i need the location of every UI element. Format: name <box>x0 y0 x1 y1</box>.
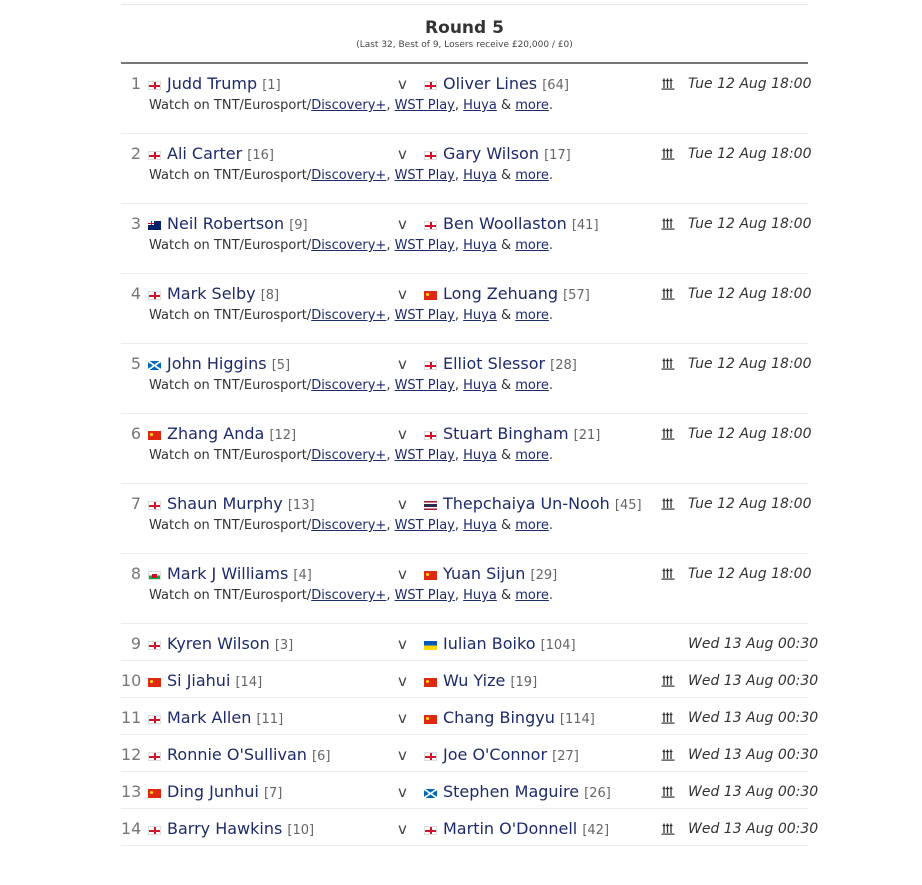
more-link[interactable]: more <box>515 588 549 603</box>
match-time: Wed 13 Aug 00:30 <box>688 784 819 800</box>
match-row <box>121 772 819 808</box>
ampersand: & <box>496 588 516 603</box>
player-1-seed: [8] <box>260 288 280 303</box>
comma: , <box>454 588 464 603</box>
player-1 <box>148 424 296 446</box>
player-2 <box>424 354 577 376</box>
comma: , <box>454 448 464 463</box>
player-1-name[interactable]: Ronnie O'Sullivan <box>167 745 307 764</box>
player-1-name[interactable]: Neil Robertson <box>167 214 285 233</box>
watch-prefix: Watch on TNT/Eurosport/ <box>149 238 312 253</box>
match-row <box>121 735 819 771</box>
comma: , <box>386 448 395 463</box>
tv-icon <box>661 822 675 835</box>
player-1-seed: [6] <box>311 749 331 764</box>
comma: , <box>386 168 395 183</box>
player-2-name[interactable]: Ben Woollaston <box>443 214 567 233</box>
more-link[interactable]: more <box>515 238 549 253</box>
wst-play-link[interactable]: WST Play <box>394 98 455 113</box>
comma: , <box>386 378 395 393</box>
discovery-link[interactable]: Discovery+ <box>311 378 387 393</box>
player-2-name[interactable]: Iulian Boiko <box>443 634 536 653</box>
wst-play-link[interactable]: WST Play <box>394 378 455 393</box>
player-2-name[interactable]: Oliver Lines <box>443 74 538 93</box>
tv-icon <box>661 674 675 687</box>
versus-label: v <box>398 820 407 838</box>
comma: , <box>454 238 464 253</box>
player-1 <box>148 745 330 767</box>
player-1 <box>148 284 279 306</box>
player-2-name[interactable]: Stuart Bingham <box>443 424 569 443</box>
player-1-seed: [16] <box>247 148 274 163</box>
player-1 <box>148 354 290 376</box>
player-1-name[interactable]: Shaun Murphy <box>167 494 283 513</box>
flag-eng-icon <box>148 826 161 835</box>
player-1 <box>148 819 314 841</box>
watch-prefix: Watch on TNT/Eurosport/ <box>149 378 312 393</box>
flag-eng-icon <box>424 221 437 230</box>
watch-prefix: Watch on TNT/Eurosport/ <box>149 98 312 113</box>
player-2-seed: [21] <box>573 428 601 443</box>
player-2 <box>424 708 595 730</box>
player-1-name[interactable]: Barry Hawkins <box>167 819 283 838</box>
match <box>121 735 819 772</box>
player-2-seed: [26] <box>584 786 611 801</box>
more-link[interactable]: more <box>515 448 549 463</box>
flag-eng-icon <box>148 501 161 510</box>
versus-label: v <box>398 215 407 233</box>
match-time: Wed 13 Aug 00:30 <box>688 673 819 689</box>
ampersand: & <box>496 448 516 463</box>
watch-prefix: Watch on TNT/Eurosport/ <box>149 518 312 533</box>
match-row <box>121 484 812 516</box>
player-1 <box>148 634 293 656</box>
player-2 <box>424 634 576 656</box>
player-2-name[interactable]: Long Zehuang <box>443 284 558 303</box>
wst-play-link[interactable]: WST Play <box>394 168 455 183</box>
match <box>121 809 819 846</box>
discovery-link[interactable]: Discovery+ <box>311 308 387 323</box>
player-2 <box>424 144 571 166</box>
player-2 <box>424 671 537 693</box>
player-1-name[interactable]: Mark Selby <box>167 284 256 303</box>
watch-line <box>121 96 808 133</box>
player-2 <box>424 214 599 236</box>
versus-label: v <box>398 75 407 93</box>
match <box>121 204 812 274</box>
player-1-name[interactable]: Si Jiahui <box>167 671 231 690</box>
wst-play-link[interactable]: WST Play <box>394 308 455 323</box>
player-2 <box>424 284 590 306</box>
ampersand: & <box>496 238 516 253</box>
flag-chn-icon <box>148 789 161 798</box>
match-row <box>121 64 812 96</box>
flag-eng-icon <box>424 151 437 160</box>
match-number: 14 <box>121 819 142 838</box>
player-1 <box>148 74 281 96</box>
player-1-name[interactable]: Mark J Williams <box>167 564 289 583</box>
flag-eng-icon <box>424 81 437 90</box>
tv-icon <box>661 748 675 761</box>
comma: , <box>454 98 464 113</box>
match-time: Wed 13 Aug 00:30 <box>688 636 819 652</box>
flag-chn-icon <box>424 715 437 724</box>
player-2-name[interactable]: Martin O'Donnell <box>443 819 578 838</box>
match-time: Tue 12 Aug 18:00 <box>688 426 812 442</box>
player-2 <box>424 564 557 586</box>
watch-prefix: Watch on TNT/Eurosport/ <box>149 588 312 603</box>
flag-eng-icon <box>424 752 437 761</box>
match <box>121 484 812 554</box>
match-number: 5 <box>130 354 141 373</box>
huya-link[interactable]: Huya <box>463 168 497 183</box>
discovery-link[interactable]: Discovery+ <box>311 518 387 533</box>
match-row <box>121 274 812 306</box>
match-row <box>121 661 819 697</box>
match-number: 6 <box>130 424 141 443</box>
watch-line <box>121 446 808 483</box>
tv-icon <box>661 287 675 300</box>
flag-wal-icon <box>148 571 161 580</box>
versus-label: v <box>398 635 407 653</box>
player-2-name[interactable]: Chang Bingyu <box>443 708 555 727</box>
match-row <box>121 698 819 734</box>
player-2-seed: [45] <box>614 498 642 513</box>
player-1-name[interactable]: Ding Junhui <box>167 782 259 801</box>
match-row <box>121 624 819 660</box>
tv-icon <box>661 785 675 798</box>
player-1 <box>148 708 283 730</box>
tv-icon <box>661 77 675 90</box>
watch-line <box>121 376 808 413</box>
match <box>121 414 812 484</box>
flag-eng-icon <box>148 151 161 160</box>
player-2-seed: [42] <box>582 823 610 838</box>
tv-icon <box>661 711 675 724</box>
match <box>121 134 812 204</box>
versus-label: v <box>398 565 407 583</box>
player-2-name[interactable]: Wu Yize <box>443 671 506 690</box>
player-1-name[interactable]: John Higgins <box>167 354 267 373</box>
huya-link[interactable]: Huya <box>463 308 497 323</box>
player-1 <box>148 494 315 516</box>
watch-line <box>121 236 808 273</box>
match <box>121 772 819 809</box>
player-2-seed: [29] <box>530 568 558 583</box>
player-1 <box>148 144 274 166</box>
ampersand: & <box>496 308 516 323</box>
huya-link[interactable]: Huya <box>463 448 497 463</box>
player-2-name[interactable]: Yuan Sijun <box>443 564 526 583</box>
huya-link[interactable]: Huya <box>463 378 497 393</box>
match-time: Wed 13 Aug 00:30 <box>688 710 819 726</box>
flag-sco-icon <box>148 361 161 370</box>
player-1-seed: [11] <box>256 712 284 727</box>
flag-eng-icon <box>148 641 161 650</box>
period: . <box>548 448 554 463</box>
player-2 <box>424 424 600 446</box>
flag-sco-icon <box>424 789 437 798</box>
player-2-seed: [17] <box>544 148 571 163</box>
player-2-seed: [27] <box>552 749 579 764</box>
watch-prefix: Watch on TNT/Eurosport/ <box>149 448 312 463</box>
comma: , <box>386 588 395 603</box>
match-number: 4 <box>130 284 141 303</box>
huya-link[interactable]: Huya <box>463 518 497 533</box>
flag-eng-icon <box>424 361 437 370</box>
versus-label: v <box>398 425 407 443</box>
tv-icon <box>661 427 675 440</box>
match-number: 12 <box>121 745 142 764</box>
player-1-seed: [7] <box>263 786 283 801</box>
flag-chn-icon <box>148 678 161 687</box>
match-number: 3 <box>130 214 141 233</box>
tv-icon <box>661 357 675 370</box>
player-1 <box>148 671 262 693</box>
comma: , <box>386 238 395 253</box>
flag-tha-icon <box>424 501 437 510</box>
player-2 <box>424 782 611 804</box>
player-2 <box>424 74 569 96</box>
player-1-seed: [1] <box>262 78 281 93</box>
player-2 <box>424 819 609 841</box>
wst-play-link[interactable]: WST Play <box>394 518 455 533</box>
comma: , <box>386 518 395 533</box>
match-time: Tue 12 Aug 18:00 <box>688 76 812 92</box>
match <box>121 344 812 414</box>
versus-label: v <box>398 709 407 727</box>
match-time: Tue 12 Aug 18:00 <box>688 146 812 162</box>
match-row <box>121 414 812 446</box>
player-2-seed: [28] <box>550 358 577 373</box>
more-link[interactable]: more <box>515 168 549 183</box>
player-1-seed: [13] <box>287 498 315 513</box>
player-1-seed: [4] <box>293 568 312 583</box>
tv-icon <box>661 567 675 580</box>
match-time: Tue 12 Aug 18:00 <box>688 356 812 372</box>
watch-line <box>121 166 808 203</box>
discovery-link[interactable]: Discovery+ <box>311 238 387 253</box>
flag-ukr-icon <box>424 641 437 650</box>
more-link[interactable]: more <box>515 308 549 323</box>
flag-chn-icon <box>424 291 437 300</box>
player-1-seed: [12] <box>269 428 297 443</box>
huya-link[interactable]: Huya <box>463 588 497 603</box>
watch-prefix: Watch on TNT/Eurosport/ <box>149 308 312 323</box>
versus-label: v <box>398 783 407 801</box>
match-row <box>121 134 812 166</box>
match-list <box>121 64 819 846</box>
match-row <box>121 344 812 376</box>
comma: , <box>386 98 395 113</box>
match-time: Tue 12 Aug 18:00 <box>688 566 812 582</box>
round-header <box>121 5 808 64</box>
versus-label: v <box>398 145 407 163</box>
versus-label: v <box>398 355 407 373</box>
tv-icon <box>661 497 675 510</box>
player-1 <box>148 214 308 236</box>
discovery-link[interactable]: Discovery+ <box>311 448 387 463</box>
player-2 <box>424 745 579 767</box>
match-row <box>121 809 819 845</box>
versus-label: v <box>398 495 407 513</box>
match-row <box>121 554 812 586</box>
wst-play-link[interactable]: WST Play <box>394 588 455 603</box>
player-2 <box>424 494 642 516</box>
match-time: Tue 12 Aug 18:00 <box>688 496 812 512</box>
ampersand: & <box>496 518 516 533</box>
match <box>121 64 812 134</box>
comma: , <box>454 308 464 323</box>
tv-icon <box>661 217 675 230</box>
match-number: 13 <box>121 782 142 801</box>
player-2-seed: [104] <box>540 638 576 653</box>
match-time: Wed 13 Aug 00:30 <box>688 821 819 837</box>
period: . <box>548 308 554 323</box>
versus-label: v <box>398 672 407 690</box>
player-1-seed: [5] <box>271 358 291 373</box>
comma: , <box>454 378 464 393</box>
flag-eng-icon <box>424 431 437 440</box>
match-number: 2 <box>130 144 141 163</box>
match-time: Tue 12 Aug 18:00 <box>688 216 812 232</box>
comma: , <box>386 308 395 323</box>
flag-eng-icon <box>424 826 437 835</box>
more-link[interactable]: more <box>515 378 549 393</box>
comma: , <box>454 168 464 183</box>
period: . <box>548 518 554 533</box>
watch-line <box>121 516 808 553</box>
round-section <box>121 0 819 846</box>
versus-label: v <box>398 285 407 303</box>
watch-prefix: Watch on TNT/Eurosport/ <box>149 168 312 183</box>
player-2-name[interactable]: Joe O'Connor <box>443 745 548 764</box>
wst-play-link[interactable]: WST Play <box>394 448 455 463</box>
discovery-link[interactable]: Discovery+ <box>311 168 387 183</box>
player-1-seed: [3] <box>274 638 294 653</box>
player-1-seed: [14] <box>235 675 263 690</box>
player-2-name[interactable]: Stephen Maguire <box>443 782 580 801</box>
player-2-seed: [64] <box>542 78 569 93</box>
round-subtitle: (Last 32, Best of 9, Losers receive £20,000 / £0) <box>356 40 573 50</box>
player-1 <box>148 564 312 586</box>
player-1-name[interactable]: Kyren Wilson <box>167 634 270 653</box>
player-1-seed: [9] <box>289 218 308 233</box>
match-number: 9 <box>130 634 141 653</box>
watch-line <box>121 586 808 623</box>
match-row <box>121 204 812 236</box>
match-number: 11 <box>121 708 142 727</box>
versus-label: v <box>398 746 407 764</box>
flag-eng-icon <box>148 752 161 761</box>
huya-link[interactable]: Huya <box>463 98 497 113</box>
player-2-seed: [114] <box>559 712 595 727</box>
flag-aus-icon <box>148 221 161 230</box>
player-2-name[interactable]: Gary Wilson <box>443 144 539 163</box>
player-2-name[interactable]: Elliot Slessor <box>443 354 546 373</box>
period: . <box>548 168 554 183</box>
ampersand: & <box>496 98 516 113</box>
flag-chn-icon <box>424 678 437 687</box>
discovery-link[interactable]: Discovery+ <box>311 98 387 113</box>
ampersand: & <box>496 168 516 183</box>
period: . <box>548 588 554 603</box>
player-1-name[interactable]: Zhang Anda <box>167 424 265 443</box>
discovery-link[interactable]: Discovery+ <box>311 588 387 603</box>
player-2-seed: [41] <box>571 218 599 233</box>
more-link[interactable]: more <box>515 518 549 533</box>
flag-chn-icon <box>424 571 437 580</box>
match-number: 8 <box>130 564 141 583</box>
match-number: 7 <box>130 494 141 513</box>
flag-eng-icon <box>148 715 161 724</box>
period: . <box>548 378 554 393</box>
player-1-name[interactable]: Judd Trump <box>167 74 258 93</box>
match <box>121 698 819 735</box>
player-2-name[interactable]: Thepchaiya Un-Nooh <box>443 494 610 513</box>
player-2-seed: [57] <box>563 288 590 303</box>
flag-eng-icon <box>148 291 161 300</box>
watch-line <box>121 306 808 343</box>
more-link[interactable]: more <box>515 98 549 113</box>
match <box>121 554 812 624</box>
match-number: 1 <box>130 74 141 93</box>
player-1-name[interactable]: Mark Allen <box>167 708 252 727</box>
player-2-seed: [19] <box>510 675 538 690</box>
huya-link[interactable]: Huya <box>463 238 497 253</box>
flag-eng-icon <box>148 81 161 90</box>
period: . <box>548 238 554 253</box>
tv-icon <box>661 147 675 160</box>
player-1-name[interactable]: Ali Carter <box>167 144 243 163</box>
match <box>121 624 819 661</box>
player-1 <box>148 782 282 804</box>
player-1-seed: [10] <box>287 823 315 838</box>
flag-chn-icon <box>148 431 161 440</box>
match-time: Wed 13 Aug 00:30 <box>688 747 819 763</box>
match-number: 10 <box>121 671 142 690</box>
round-title: Round 5 <box>425 18 504 38</box>
comma: , <box>454 518 464 533</box>
ampersand: & <box>496 378 516 393</box>
match <box>121 274 812 344</box>
match-time: Tue 12 Aug 18:00 <box>688 286 812 302</box>
wst-play-link[interactable]: WST Play <box>394 238 455 253</box>
match <box>121 661 819 698</box>
period: . <box>548 98 554 113</box>
